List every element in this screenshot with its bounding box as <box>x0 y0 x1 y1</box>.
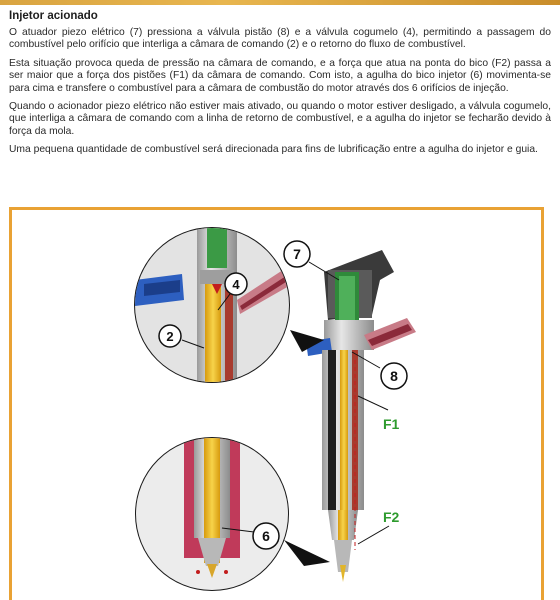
callout-2 <box>159 325 181 347</box>
callout-8-label: 8 <box>390 368 398 384</box>
callout-6-label: 6 <box>262 528 270 544</box>
injector-body <box>306 250 416 582</box>
text-section <box>9 10 551 163</box>
top-rule <box>0 0 560 5</box>
callout-7 <box>284 241 310 267</box>
callout-6 <box>253 523 279 549</box>
callout-7-label: 7 <box>293 246 301 262</box>
section-title: Injetor acionado <box>9 10 98 22</box>
callout-8 <box>381 363 407 389</box>
force-f1-label: F1 <box>383 416 400 432</box>
callout-4 <box>225 273 247 295</box>
callout-4-label: 4 <box>232 277 240 292</box>
injector-figure <box>9 207 544 600</box>
injector-illustration <box>12 210 541 600</box>
force-f2-label: F2 <box>383 509 400 525</box>
detail-nozzle-tip <box>136 438 330 590</box>
paragraph-3: Quando o acionador piezo elétrico não estiver mais ativado, ou quando o motor estiver desligado, a válvula cogumelo, que interliga a câmara de comando com a linha de retorno de combustível, e a agulha do injetor se fecharão devido à força da mola. <box>9 101 551 137</box>
paragraph-2: Esta situação provoca queda de pressão na câmara de comando, e a força que atua na ponta do bico (F2) passa a ser maior que a força dos pistões (F1) da câmara de comando. Com isto, a agulha do bico injetor (6) movimenta-se para cima e transfere o combustível para a câmara de combustão do motor através dos 6 orifícios de injeção. <box>9 57 551 94</box>
paragraph-1: O atuador piezo elétrico (7) pressiona a válvula pistão (8) e a válvula cogumelo (4), permitindo a passagem do combustível pelo orifício que interliga a câmara de comando (2) e o retorno do fluxo de combustível. <box>9 27 551 51</box>
callout-2-label: 2 <box>166 329 174 344</box>
paragraph-4: Uma pequena quantidade de combustível será direcionada para fins de lubrificação entre a agulha do injetor e guia. <box>9 144 538 156</box>
